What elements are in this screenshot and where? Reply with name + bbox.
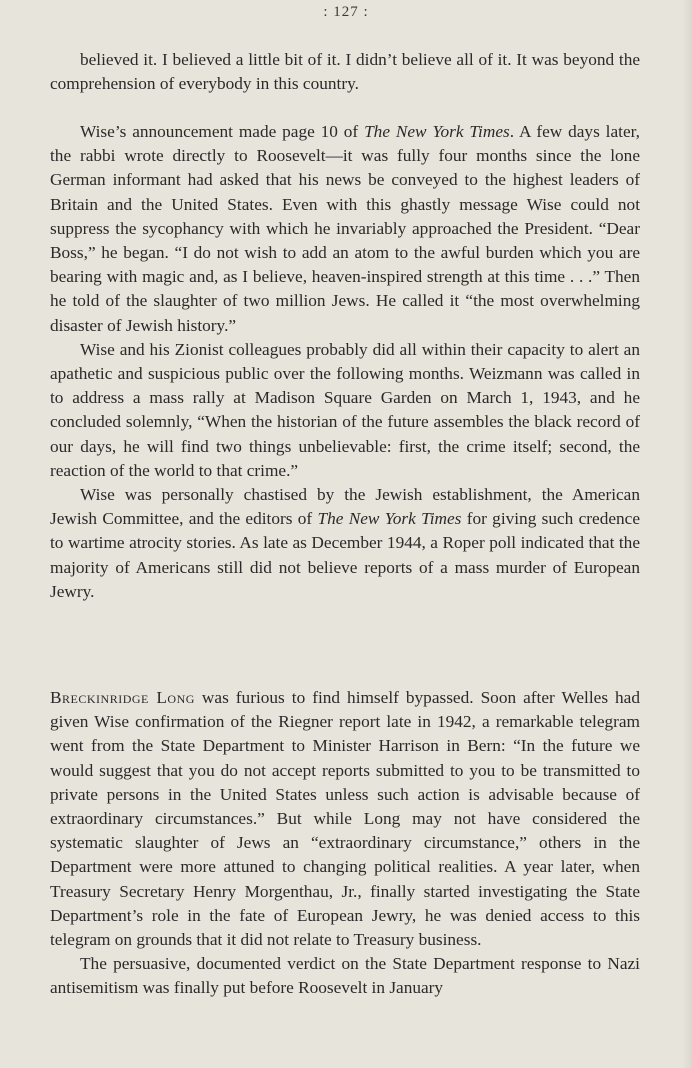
paragraph-text: . A few days later, the rabbi wrote directly to Roosevelt—it was fully four months since the lone German informant had asked that his news be conveyed to the highest leaders of Britain and the United States. Even with this ghastly message Wise could not suppress the sycophancy with which he invariably approached the President. “Dear Boss,” he began. “I do not wish to add an atom to the awful burden which you are bearing with magic and, as I believe, heaven-inspired strength at this time . . .” Then he told of the slaughter of two million Jews. He called it “the most overwhelming disaster of Jewish history.” xyxy=(50,122,640,335)
paragraph-text: believed it. I believed a little bit of it. I didn’t believe all of it. It was beyond the comprehension of everybody in this country. xyxy=(50,50,640,94)
paragraph-text: for giving such credence to wartime atrocity stories. As late as December 1944, a Roper poll indicated that the majority of Americans still did not believe reports of a mass murder of European Jewry. xyxy=(50,509,641,601)
paragraph-text: Wise’s announcement made page 10 of xyxy=(80,122,365,141)
page-number: : 127 : xyxy=(323,4,369,20)
section-lead-in: Breckinridge Long xyxy=(50,688,195,707)
paragraph-text: was furious to find himself bypassed. Soon after Welles had given Wise confirmation of the Riegner report late in 1942, a remarkable telegram went from the State Department to Minister Harrison in Bern: “In the future we would suggest that you do not accept reports submitted to you to be transmitted to private persons in the United States unless such action is advisable because of extraordinary circumstances.” But while Long may not have considered the systematic slaughter of Jews an “extraordinary circumstance,” others in the Department were more attuned to changing political realities. A year later, when Treasury Secretary Henry Morgenthau, Jr., finally started investigating the State Department’s role in the fate of European Jewry, he was denied access to this telegram on grounds that it did not relate to Treasury business. xyxy=(50,688,640,950)
zionist-colleagues-paragraph: Wise and his Zionist colleagues probably did all within their capacity to alert an apathetic and suspicious public over the following months. Weizmann was called in to address a mass rally at Madison Square Garden on March 1, 1943, and he concluded solemnly, “When the historian of the future assembles the black record of our days, he will find two things unbelievable: first, the crime itself; second, the reaction of the world to that crime.” xyxy=(50,339,640,480)
chastised-paragraph xyxy=(50,483,640,604)
paragraph-text: Wise was personally chastised by the Jewish establishment, the American Jewish Committee, and the editors of xyxy=(50,485,640,529)
persuasive-verdict-paragraph: The persuasive, documented verdict on the State Department response to Nazi antisemitism was finally put before Roosevelt in January xyxy=(50,954,640,998)
continuation-paragraph xyxy=(50,48,640,96)
newspaper-title: The New York Times xyxy=(317,509,462,529)
main-section-1 xyxy=(50,120,640,604)
newspaper-title: The New York Times xyxy=(364,122,510,141)
breckinridge-long-paragraph xyxy=(50,686,640,952)
main-section-2 xyxy=(50,686,640,1001)
page-edge-shadow xyxy=(682,0,692,1068)
wise-announcement-paragraph xyxy=(50,120,640,338)
